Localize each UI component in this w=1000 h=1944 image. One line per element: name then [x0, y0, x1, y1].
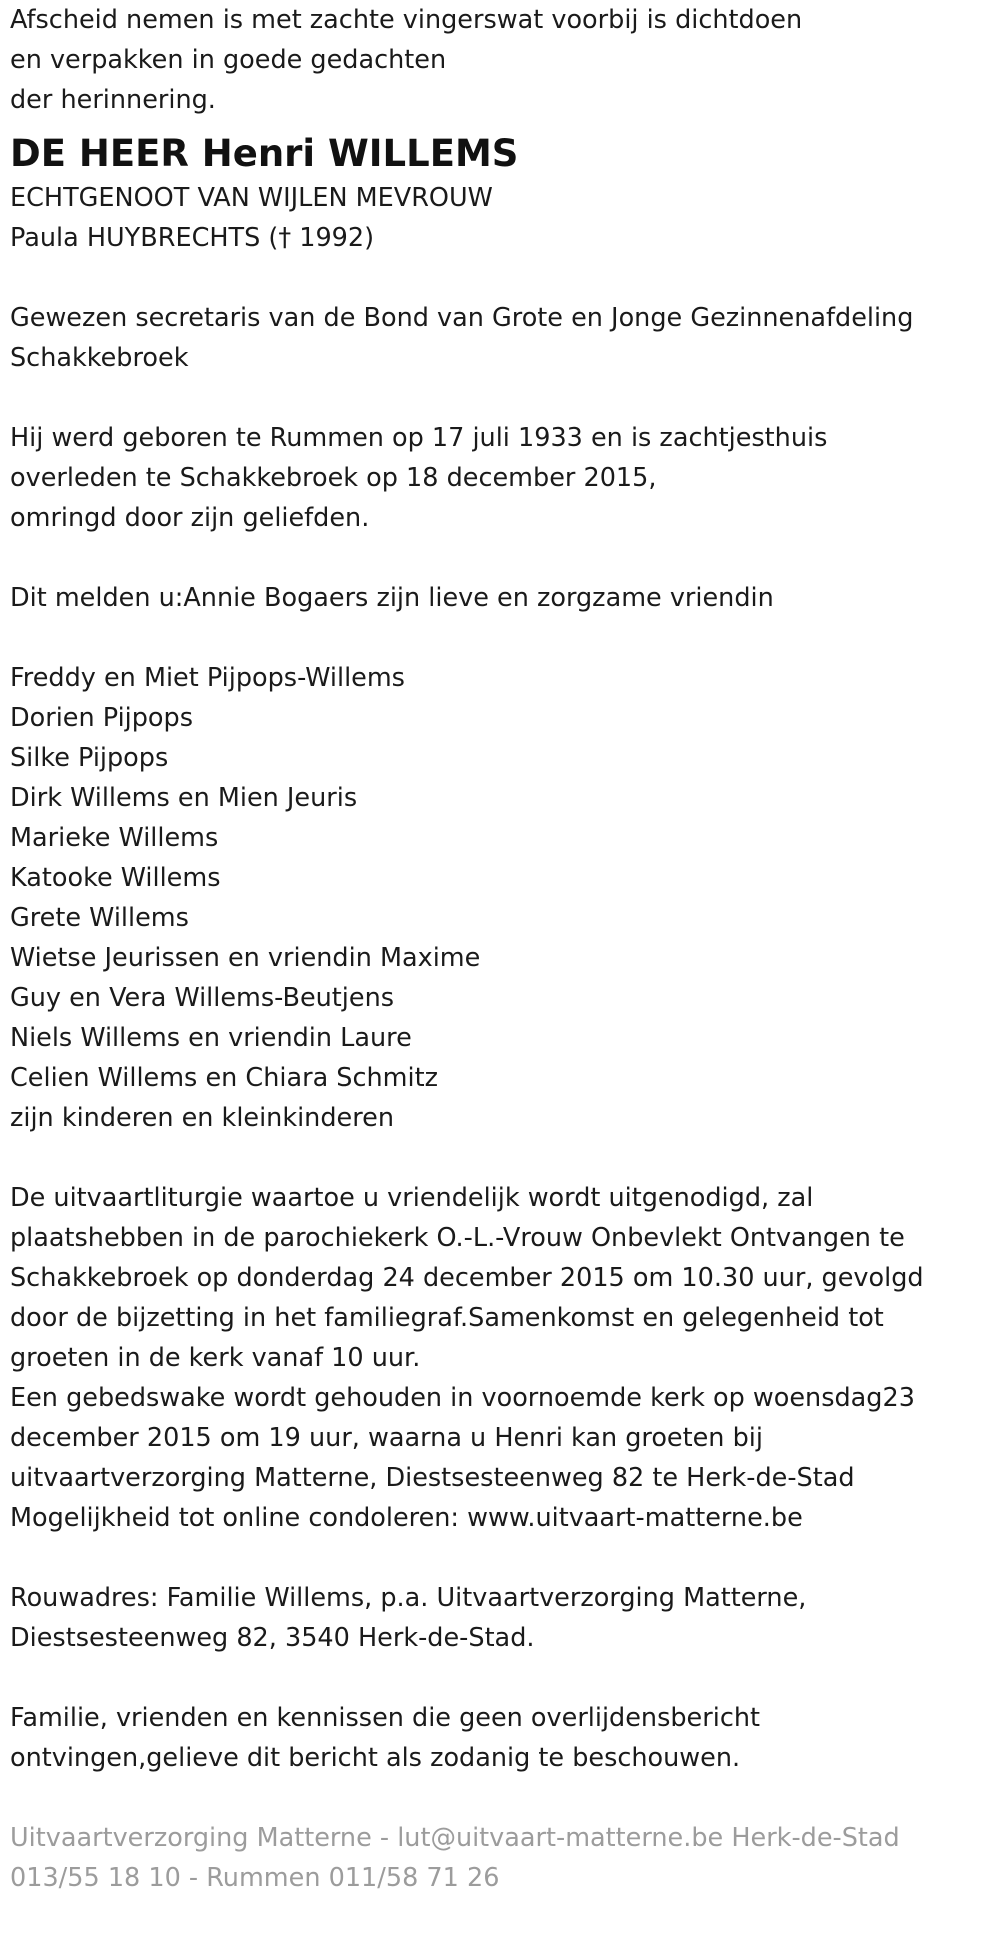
poem-line: der herinnering.: [10, 85, 216, 115]
condolence-line: Mogelijkheid tot online condoleren: www.uitvaart-matterne.be: [10, 1503, 803, 1533]
family-member: Wietse Jeurissen en vriendin Maxime: [10, 943, 481, 973]
ceremony-line: groeten in de kerk vanaf 10 uur.: [10, 1343, 421, 1373]
spacer: [10, 538, 990, 578]
spacer: [10, 1538, 990, 1578]
notice-line: Familie, vrienden en kennissen die geen overlijdensbericht: [10, 1703, 760, 1733]
wake-line: uitvaartverzorging Matterne, Diestsesteenweg 82 te Herk-de-Stad: [10, 1463, 855, 1493]
ceremony-line: door de bijzetting in het familiegraf.Samenkomst en gelegenheid tot: [10, 1303, 884, 1333]
family-member: Silke Pijpops: [10, 743, 169, 773]
birth-death-line: overleden te Schakkebroek op 18 december 2015,: [10, 463, 657, 493]
notice-paragraph: [10, 1698, 990, 1778]
family-member: Guy en Vera Willems-Beutjens: [10, 983, 395, 1013]
spacer: [10, 258, 990, 298]
birth-death-paragraph: [10, 418, 990, 538]
family-member: Grete Willems: [10, 903, 189, 933]
family-member: Dorien Pijpops: [10, 703, 194, 733]
spouse-name: Paula HUYBRECHTS († 1992): [10, 223, 375, 253]
ceremony-line: Schakkebroek op donderdag 24 december 2015 om 10.30 uur, gevolgd: [10, 1263, 924, 1293]
wake-line: Een gebedswake wordt gehouden in voornoemde kerk op woensdag23: [10, 1383, 915, 1413]
announcer-line: Dit melden u:Annie Bogaers zijn lieve en zorgzame vriendin: [10, 583, 774, 613]
family-member: Dirk Willems en Mien Jeuris: [10, 783, 358, 813]
family-member: Katooke Willems: [10, 863, 221, 893]
spouse-line: ECHTGENOOT VAN WIJLEN MEVROUW: [10, 183, 493, 213]
birth-death-line: omringd door zijn geliefden.: [10, 503, 370, 533]
wake-line: december 2015 om 19 uur, waarna u Henri kan groeten bij: [10, 1423, 763, 1453]
family-list: [10, 658, 990, 1138]
spacer: [10, 618, 990, 658]
footer-line: 013/55 18 10 - Rummen 011/58 71 26: [10, 1863, 500, 1893]
family-member: Niels Willems en vriendin Laure: [10, 1023, 412, 1053]
birth-death-line: Hij werd geboren te Rummen op 17 juli 1933 en is zachtjesthuis: [10, 423, 828, 453]
family-summary: zijn kinderen en kleinkinderen: [10, 1103, 394, 1133]
address-line: Diestsesteenweg 82, 3540 Herk-de-Stad.: [10, 1623, 535, 1653]
poem: [10, 0, 990, 120]
notice-line: ontvingen,gelieve dit bericht als zodanig te beschouwen.: [10, 1743, 741, 1773]
function-line: Schakkebroek: [10, 343, 189, 373]
footer-line: Uitvaartverzorging Matterne - lut@uitvaart-matterne.be Herk-de-Stad: [10, 1823, 900, 1853]
ceremony-paragraph: [10, 1178, 990, 1538]
ceremony-line: De uitvaartliturgie waartoe u vriendelijk wordt uitgenodigd, zal: [10, 1183, 814, 1213]
family-member: Marieke Willems: [10, 823, 219, 853]
spacer: [10, 1138, 990, 1178]
ceremony-line: plaatshebben in de parochiekerk O.-L.-Vrouw Onbevlekt Ontvangen te: [10, 1223, 905, 1253]
footer: [10, 1818, 990, 1898]
death-notice: [10, 0, 990, 1898]
function-line: Gewezen secretaris van de Bond van Grote en Jonge Gezinnenafdeling: [10, 303, 914, 333]
spacer: [10, 1658, 990, 1698]
spacer: [10, 378, 990, 418]
function-paragraph: [10, 298, 990, 378]
poem-line: en verpakken in goede gedachten: [10, 45, 447, 75]
family-member: Freddy en Miet Pijpops-Willems: [10, 663, 405, 693]
spacer: [10, 1778, 990, 1818]
family-member: Celien Willems en Chiara Schmitz: [10, 1063, 438, 1093]
mourning-address: [10, 1578, 990, 1658]
deceased-name: DE HEER Henri WILLEMS: [10, 132, 519, 175]
poem-line: Afscheid nemen is met zachte vingerswat voorbij is dichtdoen: [10, 5, 803, 35]
address-line: Rouwadres: Familie Willems, p.a. Uitvaartverzorging Matterne,: [10, 1583, 807, 1613]
